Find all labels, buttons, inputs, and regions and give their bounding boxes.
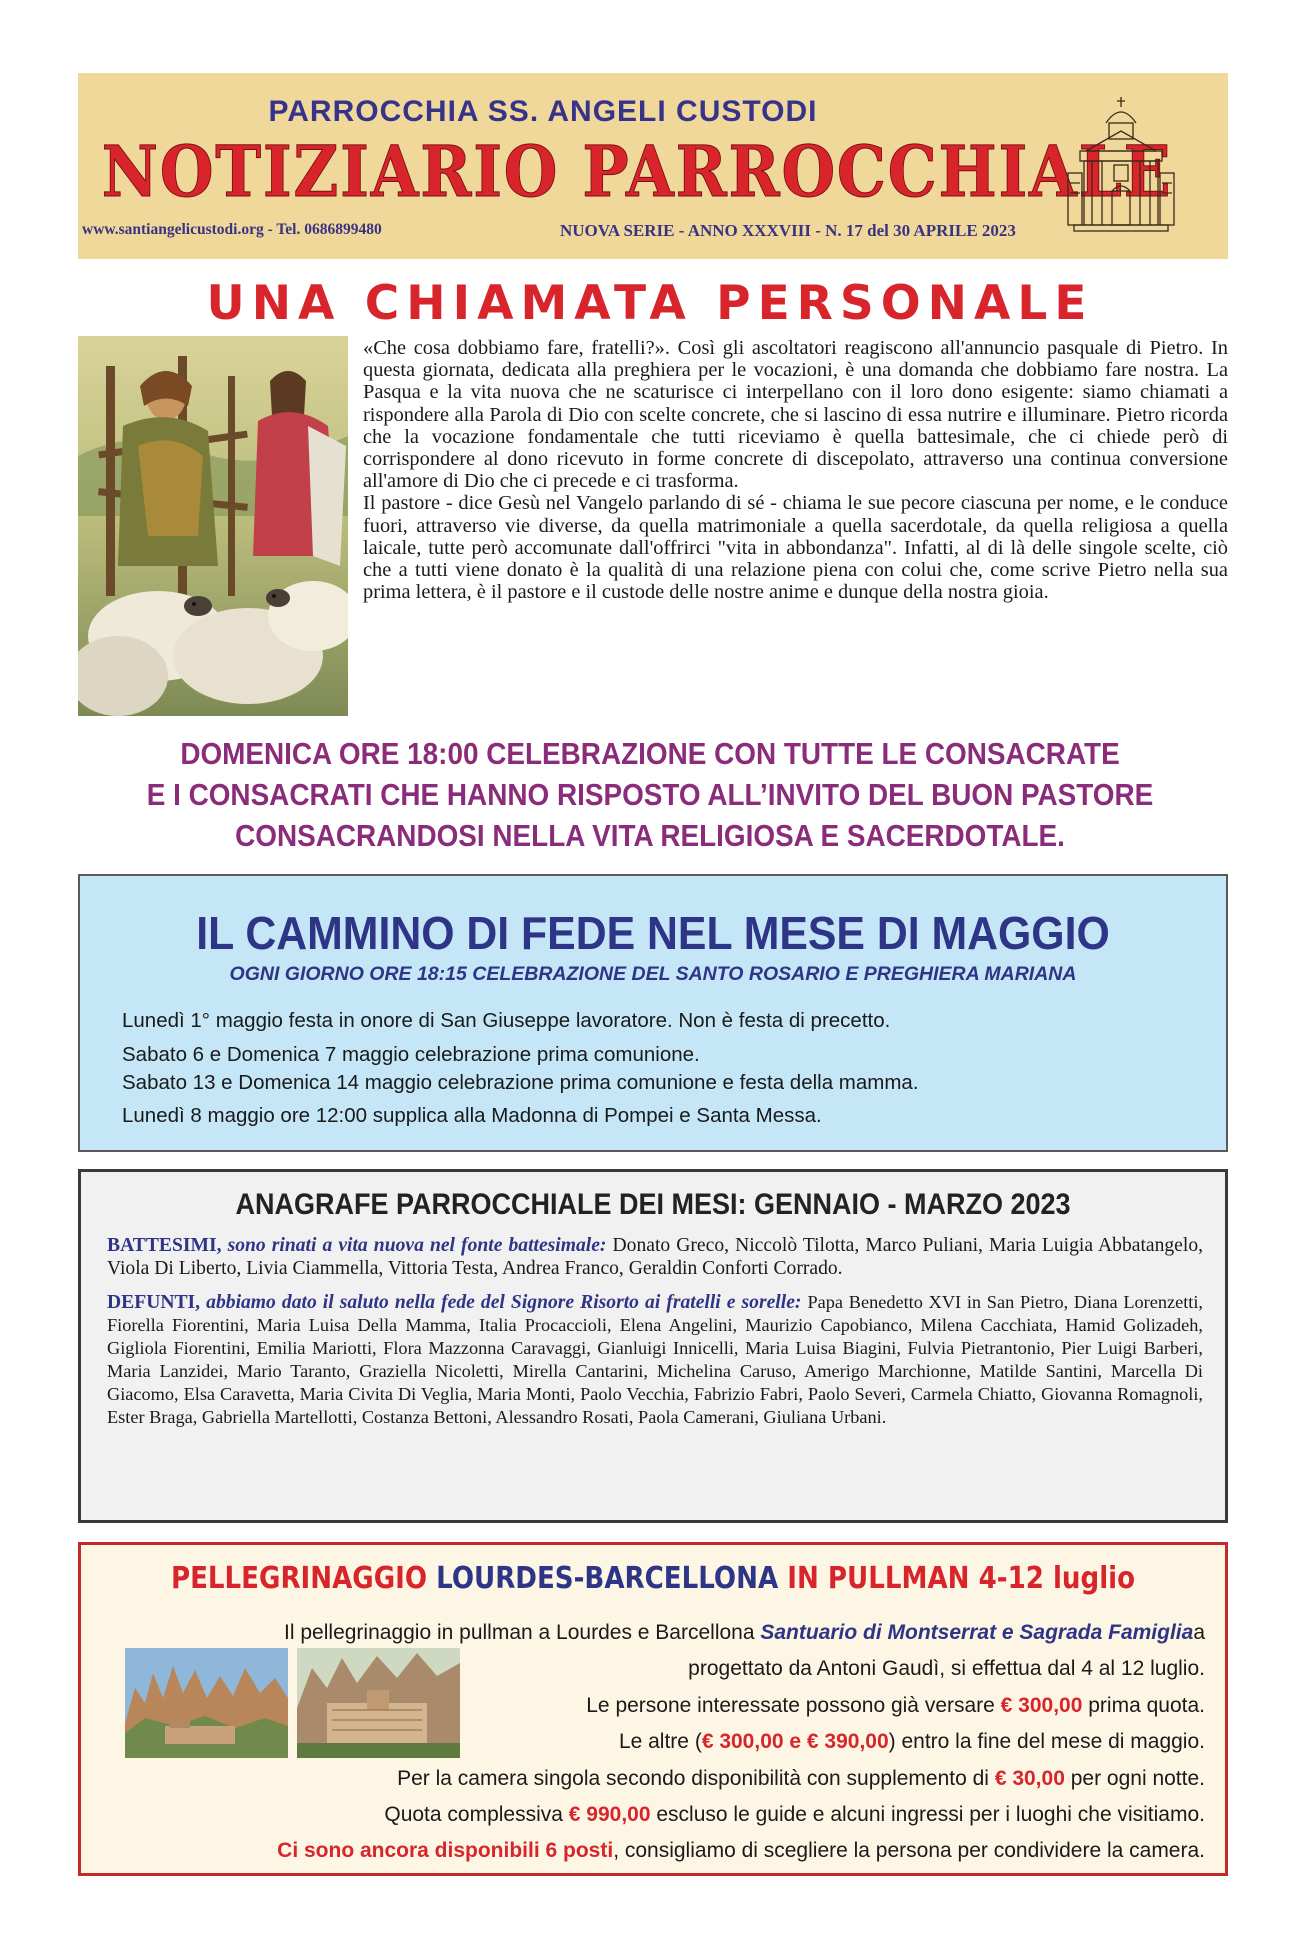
deaths-label: DEFUNTI, [107,1292,201,1313]
text: Le altre ( [618,1730,702,1754]
text: ) entro la fine del mese di maggio. [888,1730,1205,1754]
website-phone: www.santiangelicustodi.org - Tel. 0686899480 [82,221,382,238]
price: € 30,00 [994,1766,1065,1790]
parish-registry-box [78,1169,1228,1523]
registry-title: ANAGRAFE PARROCCHIALE DEI MESI: GENNAIO - MARZO 2023 [235,1188,1071,1221]
baptisms-paragraph [107,1234,1203,1280]
may-programme-box [78,874,1228,1152]
pilgrimage-line-5 [95,1761,1205,1797]
may-item: Lunedì 8 maggio ore 12:00 supplica alla Madonna di Pompei e Santa Messa. [122,1104,822,1127]
text: per ogni notte. [1064,1766,1205,1790]
pilgrimage-title-b: LOURDES-BARCELLONA [436,1561,779,1596]
text: Il pellegrinaggio in pullman a Lourdes e Barcellona [284,1621,761,1644]
announcement-line-3: CONSACRANDOSI NELLA VITA RELIGIOSA E SACERDOTALE. [235,818,1065,853]
parish-name: PARROCCHIA SS. ANGELI CUSTODI [268,95,818,128]
main-headline: UNA CHIAMATA PERSONALE [206,276,1094,331]
may-item: Sabato 13 e Domenica 14 maggio celebrazione prima comunione e festa della mamma. [122,1071,919,1094]
issue-info: NUOVA SERIE - ANNO XXXVIII - N. 17 del 30 APRILE 2023 [560,221,1016,240]
price: € 300,00 e € 390,00 [701,1730,889,1754]
text: Quota complessiva [384,1803,569,1827]
text: Per la camera singola secondo disponibilità con supplemento di [397,1766,995,1790]
baptisms-label: BATTESIMI, [107,1235,222,1256]
text: , consigliamo di scegliere la persona per condividere la camera. [613,1839,1205,1863]
good-shepherd-painting-icon [78,336,348,716]
text: prima quota. [1082,1693,1205,1717]
text: escluso le guide e alcuni ingressi per i luoghi che visitiamo. [650,1803,1205,1827]
announcement-line-1: DOMENICA ORE 18:00 CELEBRAZIONE CON TUTTE LE CONSACRATE [180,736,1120,771]
may-subtitle: OGNI GIORNO ORE 18:15 CELEBRAZIONE DEL SANTO ROSARIO E PREGHIERA MARIANA [229,963,1077,985]
intro-article [363,337,1228,603]
pilgrimage-title-a: PELLEGRINAGGIO [170,1561,437,1596]
pilgrimage-title-c: IN PULLMAN 4-12 luglio [778,1561,1136,1596]
may-title: IL CAMMINO DI FEDE NEL MESE DI MAGGIO [196,907,1110,959]
may-item: Lunedì 1° maggio festa in onore di San Giuseppe lavoratore. Non è festa di precetto. [122,1009,891,1032]
destinations: Santuario di Montserrat e Sagrada Famiglia [760,1621,1194,1644]
price: € 300,00 [1000,1693,1083,1717]
pilgrimage-title [155,1561,1150,1596]
intro-paragraph-1: «Che cosa dobbiamo fare, fratelli?». Così gli ascoltatori reagiscono all'annuncio pasquale di Pietro. In questa giornata, dedicata alla preghiera per le vocazioni, è una domanda che dobbiamo fare nostra. La Pasqua e la vita nuova che ne scaturisce ci interpellano con il loro dono esigente: siamo chiamati a rispondere alla Parola di Dio con scelte concrete, che si lascino di essa nutrire e illuminare. Pietro ricorda che la vocazione fondamentale che tutti riceviamo è quella battesimale, che ci chiede però di corrispondere al dono ricevuto in forme concrete di discepolato, attraverso una continua conversione all'amore di Dio che ci precede e ci trasforma. [363,337,1228,493]
intro-paragraph-2: Il pastore - dice Gesù nel Vangelo parlando di sé - chiama le sue pecore ciascuna per nome, e le conduce fuori, attraverso vie diverse, da quella matrimoniale a quella sacerdotale, da quella religiosa a quella laicale, tutte però accomunate dall'offrirci "vita in abbondanza". Infatti, al di là delle singole scelte, ciò che a tutti viene donato è la qualità di una relazione piena con colui che, come scrive Pietro nella sua prima lettera, è il pastore e il custode delle nostre anime e dunque della nostra gioia. [363,492,1228,604]
baptisms-intro: sono rinati a vita nuova nel fonte battesimale: [227,1235,607,1256]
pilgrimage-line-4 [95,1724,1205,1760]
registry-body [107,1234,1203,1440]
consecrated-announcement [101,733,1199,856]
pilgrimage-details [95,1615,1205,1870]
pilgrimage-line-3 [95,1688,1205,1724]
newsletter-title: NOTIZIARIO PARROCCHIALE [101,130,1173,213]
pilgrimage-line-7 [95,1833,1205,1869]
deaths-paragraph [107,1291,1203,1429]
may-item: Sabato 6 e Domenica 7 maggio celebrazione prima comunione. [122,1043,700,1066]
announcement-line-2: E I CONSACRATI CHE HANNO RISPOSTO ALL’INVITO DEL BUON PASTORE [146,777,1154,812]
availability: Ci sono ancora disponibili 6 posti [277,1839,614,1863]
pilgrimage-box [78,1542,1228,1876]
church-facade-icon [1066,93,1176,233]
text: Le persone interessate possono già versare [586,1693,1001,1717]
pilgrimage-line-1 [95,1615,1205,1651]
pilgrimage-line-2: progettato da Antoni Gaudì, si effettua dal 4 al 12 luglio. [688,1657,1205,1681]
text: a [1193,1621,1205,1644]
deaths-intro: abbiamo dato il saluto nella fede del Signore Risorto ai fratelli e sorelle: [206,1292,802,1313]
pilgrimage-line-6 [95,1797,1205,1833]
price: € 990,00 [568,1803,651,1827]
deaths-names: Papa Benedetto XVI in San Pietro, Diana Lorenzetti, Fiorella Fiorentini, Maria Luisa Della Mamma, Italia Procaccioli, Elena Angelini, Maurizio Capobianco, Milena Cacchiata, Hamid Golizadeh, Gigliola Fiorentini, Emilia Mariotti, Flora Mazzonna Caravaggi, Gianluigi Innicelli, Maria Luisa Biagini, Fulvia Pietrantonio, Pier Luigi Barberi, Maria Lanzidei, Mario Taranto, Graziella Nicoletti, Mirella Cantarini, Michelina Caruso, Amerigo Marchionne, Matilde Santini, Marcella Di Giacomo, Elsa Caravetta, Maria Civita Di Veglia, Maria Monti, Paolo Vecchia, Fabrizio Fabri, Paolo Severi, Carmela Chiatto, Giovanna Romagnoli, Ester Braga, Gabriella Martellotti, Costanza Bettoni, Alessandro Rosati, Paola Camerani, Giuliana Urbani. [107,1292,1204,1427]
masthead [78,73,1228,259]
baptisms-names: Donato Greco, Niccolò Tilotta, Marco Puliani, Maria Luigia Abbatangelo, Viola Di Liberto, Livia Ciammella, Vittoria Testa, Andrea Franco, Geraldin Conforti Corrado. [107,1235,1204,1279]
